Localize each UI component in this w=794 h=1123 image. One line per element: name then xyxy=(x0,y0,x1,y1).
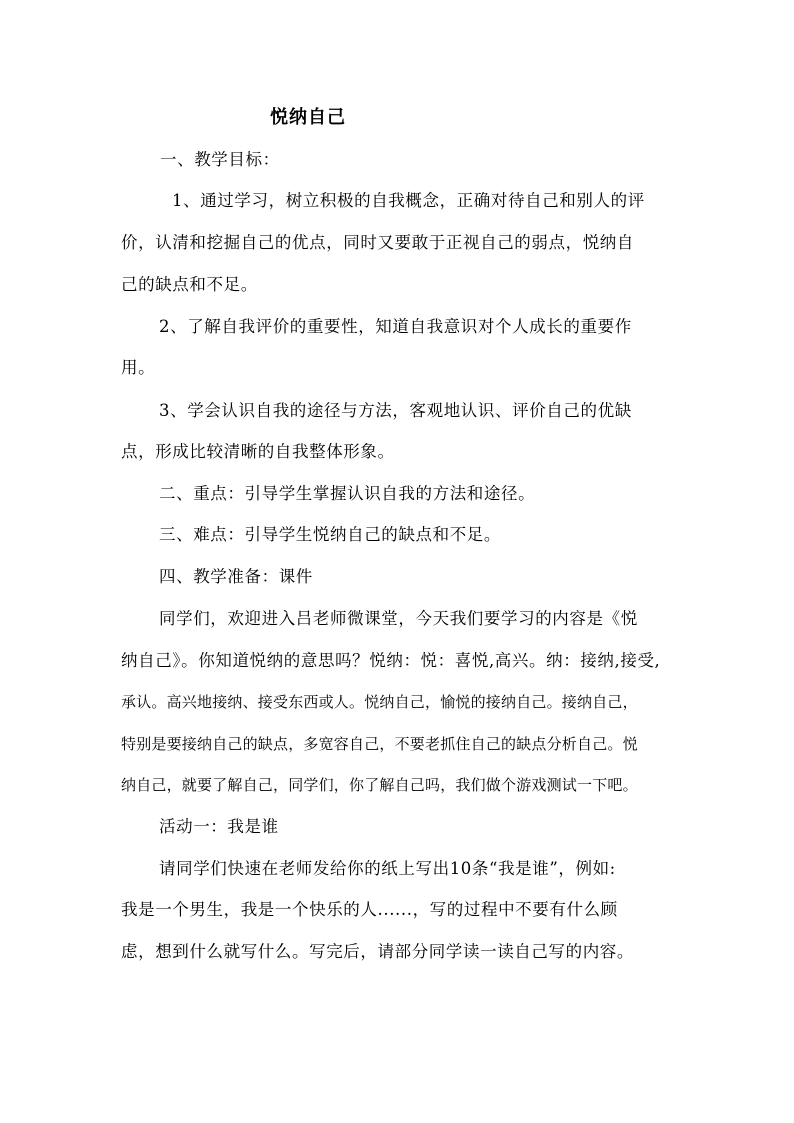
section-heading-objectives: 一、教学目标： xyxy=(160,150,280,169)
paragraph-line: 点，形成比较清晰的自我整体形象。 xyxy=(121,442,395,461)
paragraph-line: 请同学们快速在老师发给你的纸上写出10条“我是谁”，例如: xyxy=(159,859,616,878)
paragraph-line: 2、了解自我评价的重要性，知道自我意识对个人成长的重要作 xyxy=(159,317,632,336)
paragraph-line: 用。 xyxy=(121,358,156,377)
activity-heading: 活动一：我是谁 xyxy=(159,817,279,836)
paragraph-line: 3、学会认识自我的途径与方法，客观地认识、评价自己的优缺 xyxy=(159,401,632,420)
paragraph-line: 虑，想到什么就写什么。写完后，请部分同学读一读自己写的内容。 xyxy=(121,942,634,961)
paragraph-line: 特别是要接纳自己的缺点，多宽容自己，不要老抓住自己的缺点分析自己。悦 xyxy=(121,735,638,753)
paragraph-line: 1、通过学习，树立积极的自我概念，正确对待自己和别人的评 xyxy=(172,191,645,210)
paragraph-line: 同学们，欢迎进入吕老师微课堂，今天我们要学习的内容是《悦 xyxy=(159,609,638,628)
paragraph-line: 纳自己》。你知道悦纳的意思吗？悦纳：悦：喜悦,高兴。纳：接纳,接受, xyxy=(121,651,661,670)
paragraph-line: 己的缺点和不足。 xyxy=(121,275,258,294)
section-heading-preparation: 四、教学准备：课件 xyxy=(159,567,313,586)
paragraph-line: 承认。高兴地接纳、接受东西或人。悦纳自己，愉悦的接纳自己。接纳自己， xyxy=(121,693,638,711)
paragraph-line: 价，认清和挖掘自己的优点，同时又要敢于正视自己的弱点，悦纳自 xyxy=(121,233,634,252)
paragraph-line: 我是一个男生，我是一个快乐的人......，写的过程中不要有什么顾 xyxy=(121,900,618,919)
document-title: 悦纳自己 xyxy=(270,107,346,128)
paragraph-line: 纳自己，就要了解自己，同学们，你了解自己吗，我们做个游戏测试一下吧。 xyxy=(121,776,638,794)
section-heading-key-point: 二、重点：引导学生掌握认识自我的方法和途径。 xyxy=(159,484,536,503)
section-heading-difficulty: 三、难点：引导学生悦纳自己的缺点和不足。 xyxy=(159,525,501,544)
